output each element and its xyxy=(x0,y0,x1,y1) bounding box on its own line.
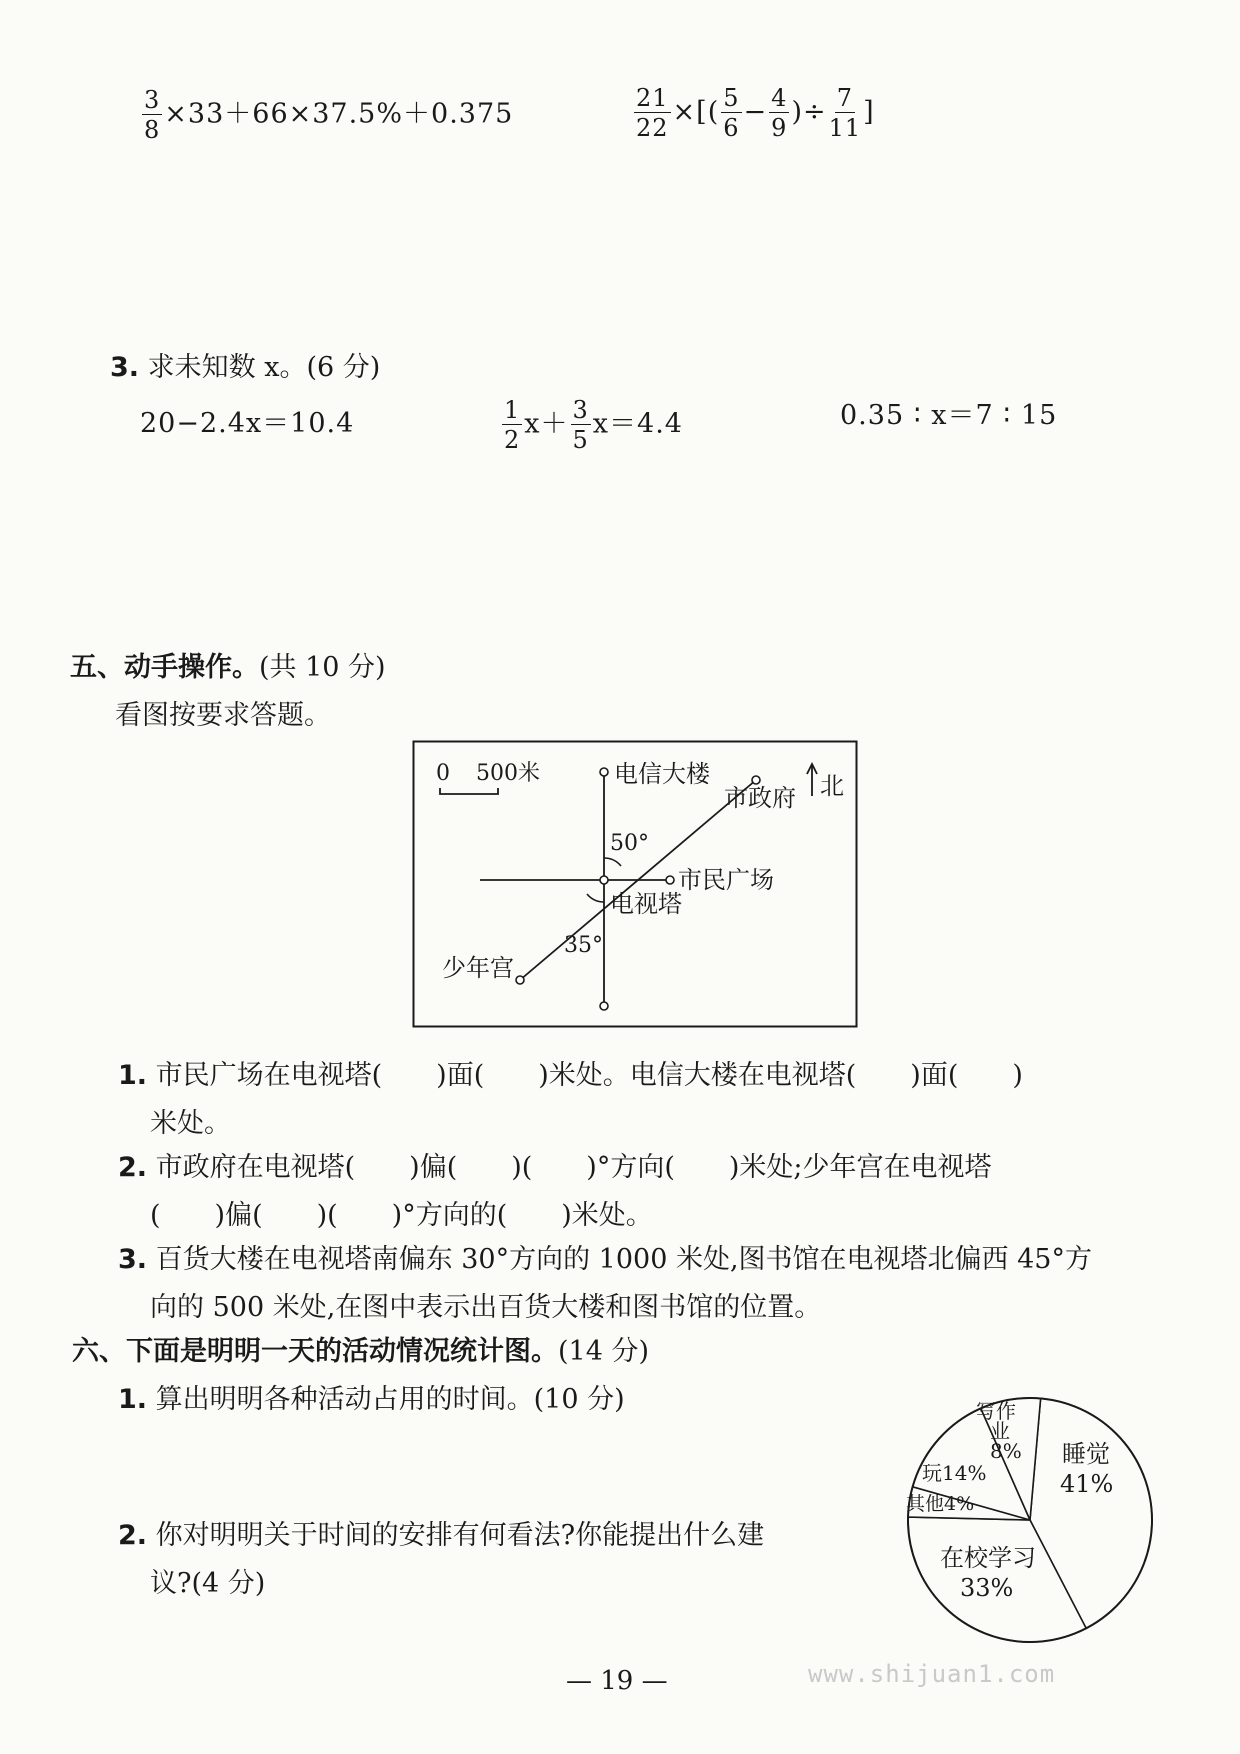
south-point xyxy=(600,1002,608,1010)
slice-label-homework-2: 业 xyxy=(990,1419,1010,1443)
q3-title: 3. 求未知数 x。(6 分) xyxy=(110,352,381,383)
plaza-point xyxy=(666,876,674,884)
fraction: $\frac{3}{8}$ xyxy=(144,86,161,144)
slice-label-other: 其他4% xyxy=(906,1493,975,1515)
scale-label: 500米 xyxy=(476,761,540,786)
s5-question-2: 2. 市政府在电视塔( )偏( )( )°方向( )米处;少年宫在电视塔 xyxy=(118,1152,992,1183)
telecom-point xyxy=(600,768,608,776)
section6-heading: 六、下面是明明一天的活动情况统计图。(14 分) xyxy=(72,1336,650,1367)
tower-label: 电视塔 xyxy=(610,890,682,918)
fraction: $\frac{4}{9}$ xyxy=(771,84,788,142)
section5-heading: 五、动手操作。(共 10 分) xyxy=(70,652,386,683)
fraction: $\frac{21}{22}$ xyxy=(636,84,669,142)
s5-question-1: 1. 市民广场在电视塔( )面( )米处。电信大楼在电视塔( )面( ) xyxy=(118,1060,1023,1091)
s5-question-3: 3. 百货大楼在电视塔南偏东 30°方向的 1000 米处,图书馆在电视塔北偏西 45°方 xyxy=(118,1244,1092,1275)
s5-question-3-cont: 向的 500 米处,在图中表示出百货大楼和图书馆的位置。 xyxy=(150,1292,822,1323)
plaza-label: 市民广场 xyxy=(678,866,774,894)
direction-map xyxy=(412,740,858,1028)
scale-bar xyxy=(440,788,498,794)
slice-label-sleep: 睡觉 xyxy=(1062,1440,1110,1468)
north-label: 北 xyxy=(820,772,844,800)
angle-35-label: 35° xyxy=(564,933,603,958)
s6-question-2-cont: 议?(4 分) xyxy=(150,1568,266,1599)
s5-question-1-cont: 米处。 xyxy=(150,1108,231,1139)
pie-slices xyxy=(908,1398,1152,1642)
slice-value-school: 33% xyxy=(960,1574,1014,1602)
youth-point xyxy=(516,976,524,984)
section5-instruction: 看图按要求答题。 xyxy=(115,700,331,731)
govt-point xyxy=(752,776,760,784)
watermark: www.shijuan1.com xyxy=(808,1660,1056,1688)
fraction: $\frac{7}{11}$ xyxy=(828,84,862,142)
activity-pie-chart xyxy=(900,1380,1180,1660)
slice-label-school: 在校学习 xyxy=(940,1544,1036,1572)
fraction: $\frac{5}{6}$ xyxy=(723,84,740,142)
govt-label: 市政府 xyxy=(724,784,796,812)
slice-label-homework-1: 写作 xyxy=(976,1399,1016,1423)
page-number: — 19 — xyxy=(566,1666,668,1696)
angle-arc-50 xyxy=(604,858,621,866)
angle-arc-35 xyxy=(587,894,604,902)
fraction: $\frac{1}{2}$ xyxy=(504,396,521,454)
s6-question-2: 2. 你对明明关于时间的安排有何看法?你能提出什么建 xyxy=(118,1520,765,1551)
calc-expression-1: $\frac{3}{8}$ ×33＋66×37.5%＋0.375 xyxy=(144,86,514,144)
s5-question-2-cont: ( )偏( )( )°方向的( )米处。 xyxy=(150,1200,653,1231)
s6-question-1: 1. 算出明明各种活动占用的时间。(10 分) xyxy=(118,1384,625,1415)
calc-expression-2: $\frac{21}{22}$ ×[( $\frac{5}{6}$ − $\frac{4}{9}$ )÷ $\frac{7}{11}$ ] xyxy=(636,84,875,142)
slice-value-homework: 8% xyxy=(990,1439,1022,1463)
scale-zero: 0 xyxy=(436,761,450,786)
fraction: $\frac{3}{5}$ xyxy=(572,396,589,454)
tower-point xyxy=(600,876,608,884)
equation-2: $\frac{1}{2}$ x＋ $\frac{3}{5}$ x＝4.4 xyxy=(504,396,683,454)
telecom-label: 电信大楼 xyxy=(614,760,710,788)
slice-label-play: 玩14% xyxy=(922,1461,987,1485)
equation-3: 0.35 ∶ x＝7 ∶ 15 xyxy=(840,400,1058,431)
youth-label: 少年宫 xyxy=(442,954,514,982)
slice-value-sleep: 41% xyxy=(1060,1470,1114,1498)
equation-1: 20−2.4x＝10.4 xyxy=(140,408,355,439)
angle-50-label: 50° xyxy=(610,831,649,856)
